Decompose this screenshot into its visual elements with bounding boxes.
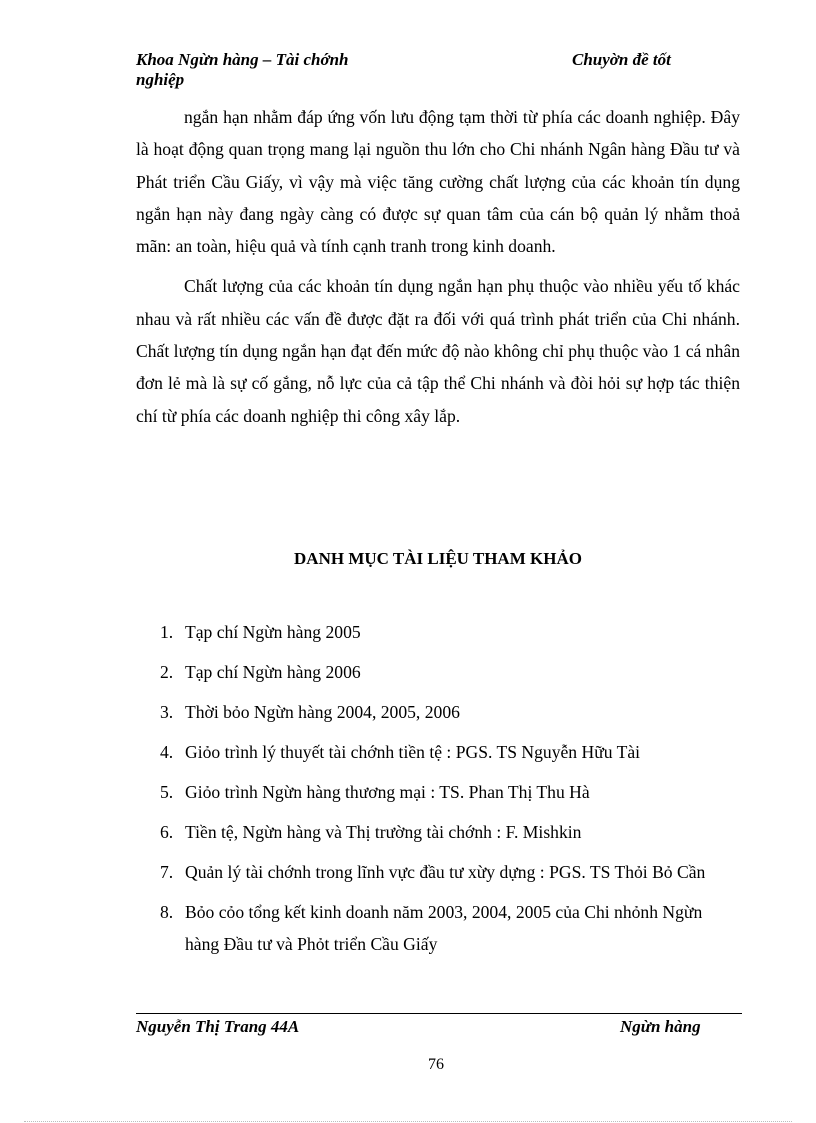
paragraph-2: Chất lượng của các khoản tín dụng ngắn hạn phụ thuộc vào nhiều yếu tố khác nhau và rất nhiều các vấn đề được đặt ra đối với quá trình phát triển của Chi nhánh. Chất lượng tín dụng ngắn hạn đạt đến mức độ nào không chỉ phụ thuộc vào 1 cá nhân đơn lẻ mà là sự cố gắng, nỗ lực của cả tập thể Chi nhánh và đòi hỏi sự hợp tác thiện chí từ phía các doanh nghiệp thi công xây lắp. bbox=[136, 276, 740, 426]
reference-item bbox=[160, 737, 740, 769]
reference-item bbox=[160, 857, 740, 889]
reference-number: 6. bbox=[160, 822, 174, 842]
reference-number: 5. bbox=[160, 782, 174, 802]
footer-department: Ngừn hàng bbox=[620, 1017, 701, 1036]
reference-number: 2. bbox=[160, 662, 174, 682]
page-number: 76 bbox=[428, 1056, 444, 1073]
reference-text: Giỏo trình Ngừn hàng thương mại : TS. Phan Thị Thu Hà bbox=[185, 782, 590, 802]
reference-text: Bỏo cỏo tổng kết kinh doanh năm 2003, 2004, 2005 của Chi nhỏnh Ngừn hàng Đầu tư và Phỏt triển Cầu Giấy bbox=[185, 902, 703, 954]
page-bottom-edge bbox=[24, 1121, 792, 1122]
footer-divider bbox=[136, 1013, 742, 1014]
reference-text: Tiền tệ, Ngừn hàng và Thị trường tài chớnh : F. Mishkin bbox=[185, 822, 582, 842]
paragraph-1: ngắn hạn nhằm đáp ứng vốn lưu động tạm thời từ phía các doanh nghiệp. Đây là hoạt động quan trọng mang lại nguồn thu lớn cho Chi nhánh Ngân hàng Đầu tư và Phát triển Cầu Giấy, vì vậy mà việc tăng cường chất lượng của các khoản tín dụng ngắn hạn này đang ngày càng có được sự quan tâm của cán bộ quản lý nhằm thoả mãn: an toàn, hiệu quả và tính cạnh tranh trong kinh doanh. bbox=[136, 107, 740, 257]
reference-item bbox=[160, 817, 740, 849]
reference-number: 4. bbox=[160, 742, 174, 762]
references-title: DANH MỤC TÀI LIỆU THAM KHẢO bbox=[294, 549, 582, 568]
references-list bbox=[160, 617, 740, 969]
reference-number: 8. bbox=[160, 902, 174, 922]
body-text bbox=[136, 101, 740, 440]
reference-item bbox=[160, 657, 740, 689]
reference-item bbox=[160, 617, 740, 649]
reference-text: Tạp chí Ngừn hàng 2005 bbox=[185, 622, 361, 642]
reference-text: Tạp chí Ngừn hàng 2006 bbox=[185, 662, 361, 682]
footer-author: Nguyễn Thị Trang 44A bbox=[136, 1017, 300, 1036]
reference-text: Thời bỏo Ngừn hàng 2004, 2005, 2006 bbox=[185, 702, 460, 722]
reference-text: Giỏo trình lý thuyết tài chớnh tiền tệ : PGS. TS Nguyễn Hữu Tài bbox=[185, 742, 641, 762]
reference-item bbox=[160, 777, 740, 809]
reference-item bbox=[160, 697, 740, 729]
reference-text: Quản lý tài chớnh trong lĩnh vực đầu tư xừy dựng : PGS. TS Thỏi Bỏ Cần bbox=[185, 862, 706, 882]
reference-item bbox=[160, 897, 740, 960]
reference-number: 3. bbox=[160, 702, 174, 722]
reference-number: 1. bbox=[160, 622, 174, 642]
header-faculty: Khoa Ngừn hàng – Tài chớnh nghiệp bbox=[136, 50, 349, 89]
header-document-type: Chuyờn đề tốt bbox=[572, 50, 671, 69]
reference-number: 7. bbox=[160, 862, 174, 882]
